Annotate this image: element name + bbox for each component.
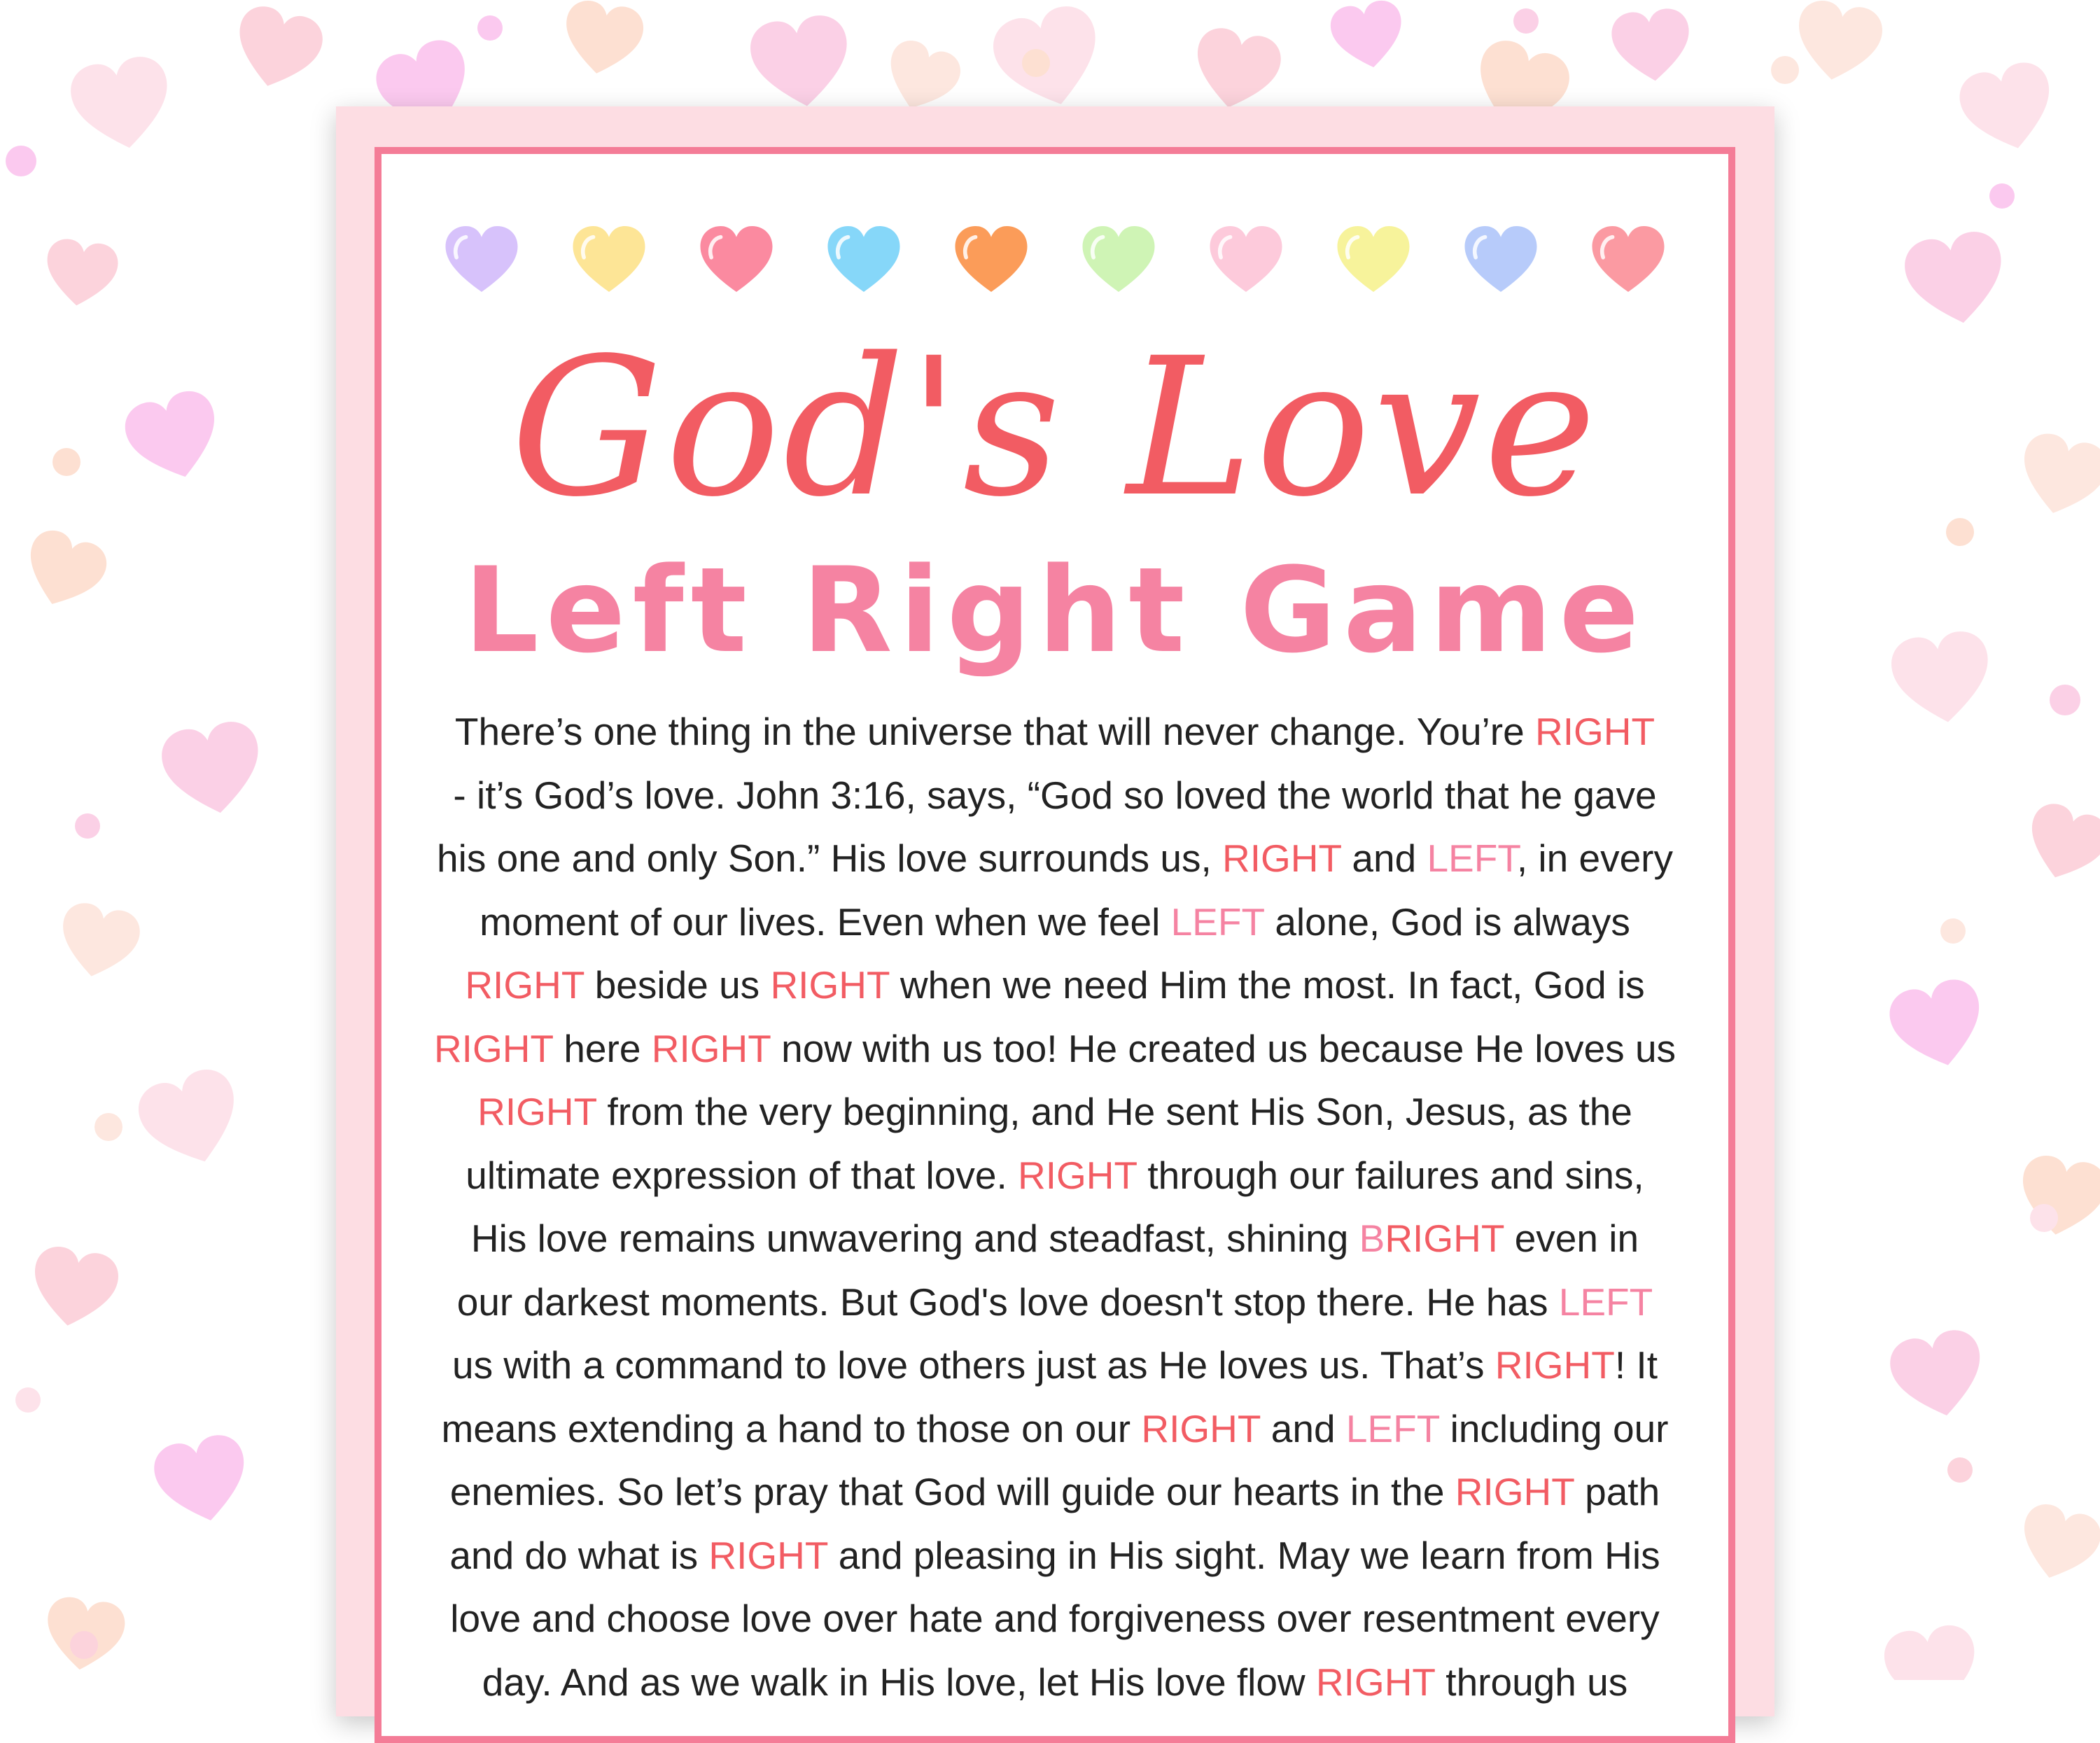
- story-text-segment: - it’s God’s love. John 3:16, says, “God so loved the world that he gave: [453, 773, 1657, 817]
- story-text-segment: , in every: [1516, 836, 1673, 880]
- page-subtitle: Left Right Game: [463, 542, 1646, 679]
- background-heart-icon: [119, 385, 228, 489]
- background-heart-icon: [559, 0, 647, 80]
- heart-icon: [825, 223, 903, 295]
- background-dot: [15, 1387, 41, 1413]
- background-dot: [1022, 49, 1050, 77]
- printable-sheet: [336, 106, 1774, 1716]
- keyword-right: RIGHT: [770, 963, 890, 1007]
- story-text-segment: now with us too! He created us because He loves us: [770, 1026, 1676, 1070]
- story-text-segment: ! It: [1614, 1343, 1658, 1387]
- keyword-right: RIGHT: [708, 1533, 828, 1577]
- keyword-right: RIGHT: [1534, 710, 1656, 753]
- story-text-segment: and do what is: [449, 1533, 709, 1577]
- keyword-right: RIGHT: [1222, 836, 1342, 880]
- keyword-right: RIGHT: [1141, 1406, 1261, 1450]
- background-heart-icon: [2015, 1152, 2100, 1242]
- story-line: [428, 764, 1682, 827]
- story-text-segment: through us: [1435, 1660, 1628, 1704]
- story-text-segment: through our failures and sins,: [1137, 1153, 1644, 1197]
- story-line: [428, 1460, 1682, 1524]
- keyword-right: RIGHT: [477, 1090, 597, 1133]
- story-text-segment: and: [1341, 836, 1427, 880]
- background-dot: [1946, 518, 1974, 546]
- background-heart-icon: [1881, 1622, 1982, 1680]
- story-text: [428, 700, 1682, 1714]
- story-text-segment: path: [1574, 1470, 1660, 1513]
- story-line: [428, 700, 1682, 764]
- heart-icon: [570, 223, 648, 295]
- background-heart-icon: [41, 237, 120, 311]
- background-heart-icon: [2012, 1499, 2100, 1588]
- heart-icon: [1207, 223, 1285, 295]
- keyword-left: LEFT: [1345, 1406, 1440, 1450]
- story-line: [428, 953, 1682, 1017]
- keyword-left: LEFT: [1170, 899, 1265, 944]
- background-heart-icon: [132, 1063, 251, 1176]
- keyword-right: RIGHT: [651, 1026, 771, 1070]
- keyword-left: LEFT: [1558, 1280, 1653, 1324]
- background-dot: [70, 1631, 98, 1659]
- background-dot: [52, 448, 80, 476]
- keyword-left: LEFT: [1427, 836, 1517, 880]
- keyword-right: RIGHT: [1315, 1660, 1436, 1704]
- story-line: [428, 1270, 1682, 1334]
- background-heart-icon: [1791, 0, 1886, 87]
- story-line: [428, 827, 1682, 890]
- background-heart-icon: [1609, 6, 1693, 85]
- heart-icon: [442, 223, 521, 295]
- background-dot: [1513, 8, 1539, 34]
- keyword-right: RIGHT: [1455, 1470, 1574, 1513]
- story-text-segment: means extending a hand to those on our: [441, 1406, 1142, 1450]
- keyword-right: RIGHT: [1018, 1153, 1138, 1197]
- story-text-segment: His love remains unwavering and steadfast, shining: [470, 1217, 1359, 1260]
- background-heart-icon: [747, 12, 855, 113]
- background-heart-icon: [1954, 57, 2062, 159]
- background-heart-icon: [1888, 628, 1996, 729]
- story-text-segment: There’s one thing in the universe that will never change. You’re: [454, 710, 1535, 753]
- story-line: [428, 1080, 1682, 1144]
- background-heart-icon: [1884, 974, 1991, 1076]
- story-text-segment: when we need Him the most. In fact, God is: [889, 963, 1645, 1007]
- background-dot: [2030, 1204, 2058, 1232]
- keyword-right: RIGHT: [1385, 1217, 1504, 1260]
- background-dot: [2050, 685, 2080, 715]
- story-text-segment: ultimate expression of that love.: [465, 1153, 1018, 1197]
- background-dot: [6, 146, 36, 176]
- background-heart-icon: [1187, 24, 1285, 116]
- background-dot: [1940, 918, 1966, 944]
- story-text-segment: beside us: [584, 963, 771, 1007]
- background-heart-icon: [1327, 0, 1408, 74]
- background-heart-icon: [2018, 798, 2100, 889]
- keyword-letter: B: [1359, 1217, 1385, 1260]
- background-heart-icon: [1886, 1326, 1991, 1425]
- background-heart-icon: [227, 1, 328, 97]
- keyword-right: RIGHT: [1494, 1343, 1615, 1387]
- story-line: [428, 1334, 1682, 1397]
- background-heart-icon: [54, 899, 144, 985]
- heart-icon: [1334, 223, 1413, 295]
- story-text-segment: us with a command to love others just as He loves us. That’s: [451, 1343, 1495, 1387]
- story-text-segment: and: [1260, 1406, 1346, 1450]
- story-line: [428, 1207, 1682, 1270]
- story-text-segment: and pleasing in His sight. May we learn from His: [827, 1533, 1660, 1577]
- story-line: [428, 1017, 1682, 1081]
- background-heart-icon: [2012, 429, 2100, 524]
- background-heart-icon: [158, 718, 268, 821]
- background-heart-icon: [1900, 227, 2011, 331]
- background-heart-icon: [66, 52, 177, 156]
- inner-frame: [374, 147, 1735, 1743]
- story-text-segment: day. And as we walk in His love, let His love flow: [482, 1660, 1316, 1704]
- keyword-right: RIGHT: [433, 1026, 554, 1070]
- background-heart-icon: [150, 1431, 255, 1530]
- story-text-segment: including our: [1439, 1406, 1669, 1450]
- story-line: [428, 1651, 1682, 1714]
- background-dot: [1771, 56, 1799, 84]
- story-text-segment: moment of our lives. Even when we feel: [479, 899, 1171, 944]
- heart-icon: [1462, 223, 1540, 295]
- candy-hearts-row: [382, 223, 1728, 295]
- story-text-segment: our darkest moments. But God's love doesn't stop there. He has: [456, 1280, 1559, 1324]
- heart-icon: [697, 223, 776, 295]
- background-dot: [477, 15, 503, 41]
- story-line: [428, 1397, 1682, 1461]
- story-text-segment: even in: [1504, 1217, 1639, 1260]
- background-heart-icon: [16, 524, 113, 617]
- story-line: [428, 890, 1682, 954]
- background-dot: [1989, 183, 2015, 209]
- background-dot: [94, 1113, 122, 1141]
- story-text-segment: alone, God is always: [1264, 899, 1630, 944]
- story-text-segment: here: [553, 1026, 652, 1070]
- story-text-segment: from the very beginning, and He sent His Son, Jesus, as the: [596, 1090, 1632, 1133]
- heart-icon: [952, 223, 1030, 295]
- story-line: [428, 1524, 1682, 1588]
- background-dot: [1947, 1457, 1973, 1483]
- page-title: God's Love: [510, 318, 1600, 539]
- story-line: [428, 1144, 1682, 1208]
- story-text-segment: his one and only Son.” His love surrounds us,: [437, 836, 1223, 880]
- background-heart-icon: [27, 1243, 122, 1333]
- story-text-segment: enemies. So let’s pray that God will guide our hearts in the: [449, 1470, 1455, 1513]
- keyword-right: RIGHT: [465, 963, 584, 1007]
- story-text-segment: love and choose love over hate and forgiveness over resentment every: [450, 1597, 1660, 1640]
- heart-icon: [1589, 223, 1667, 295]
- heart-icon: [1079, 223, 1158, 295]
- background-dot: [75, 813, 100, 839]
- story-line: [428, 1587, 1682, 1651]
